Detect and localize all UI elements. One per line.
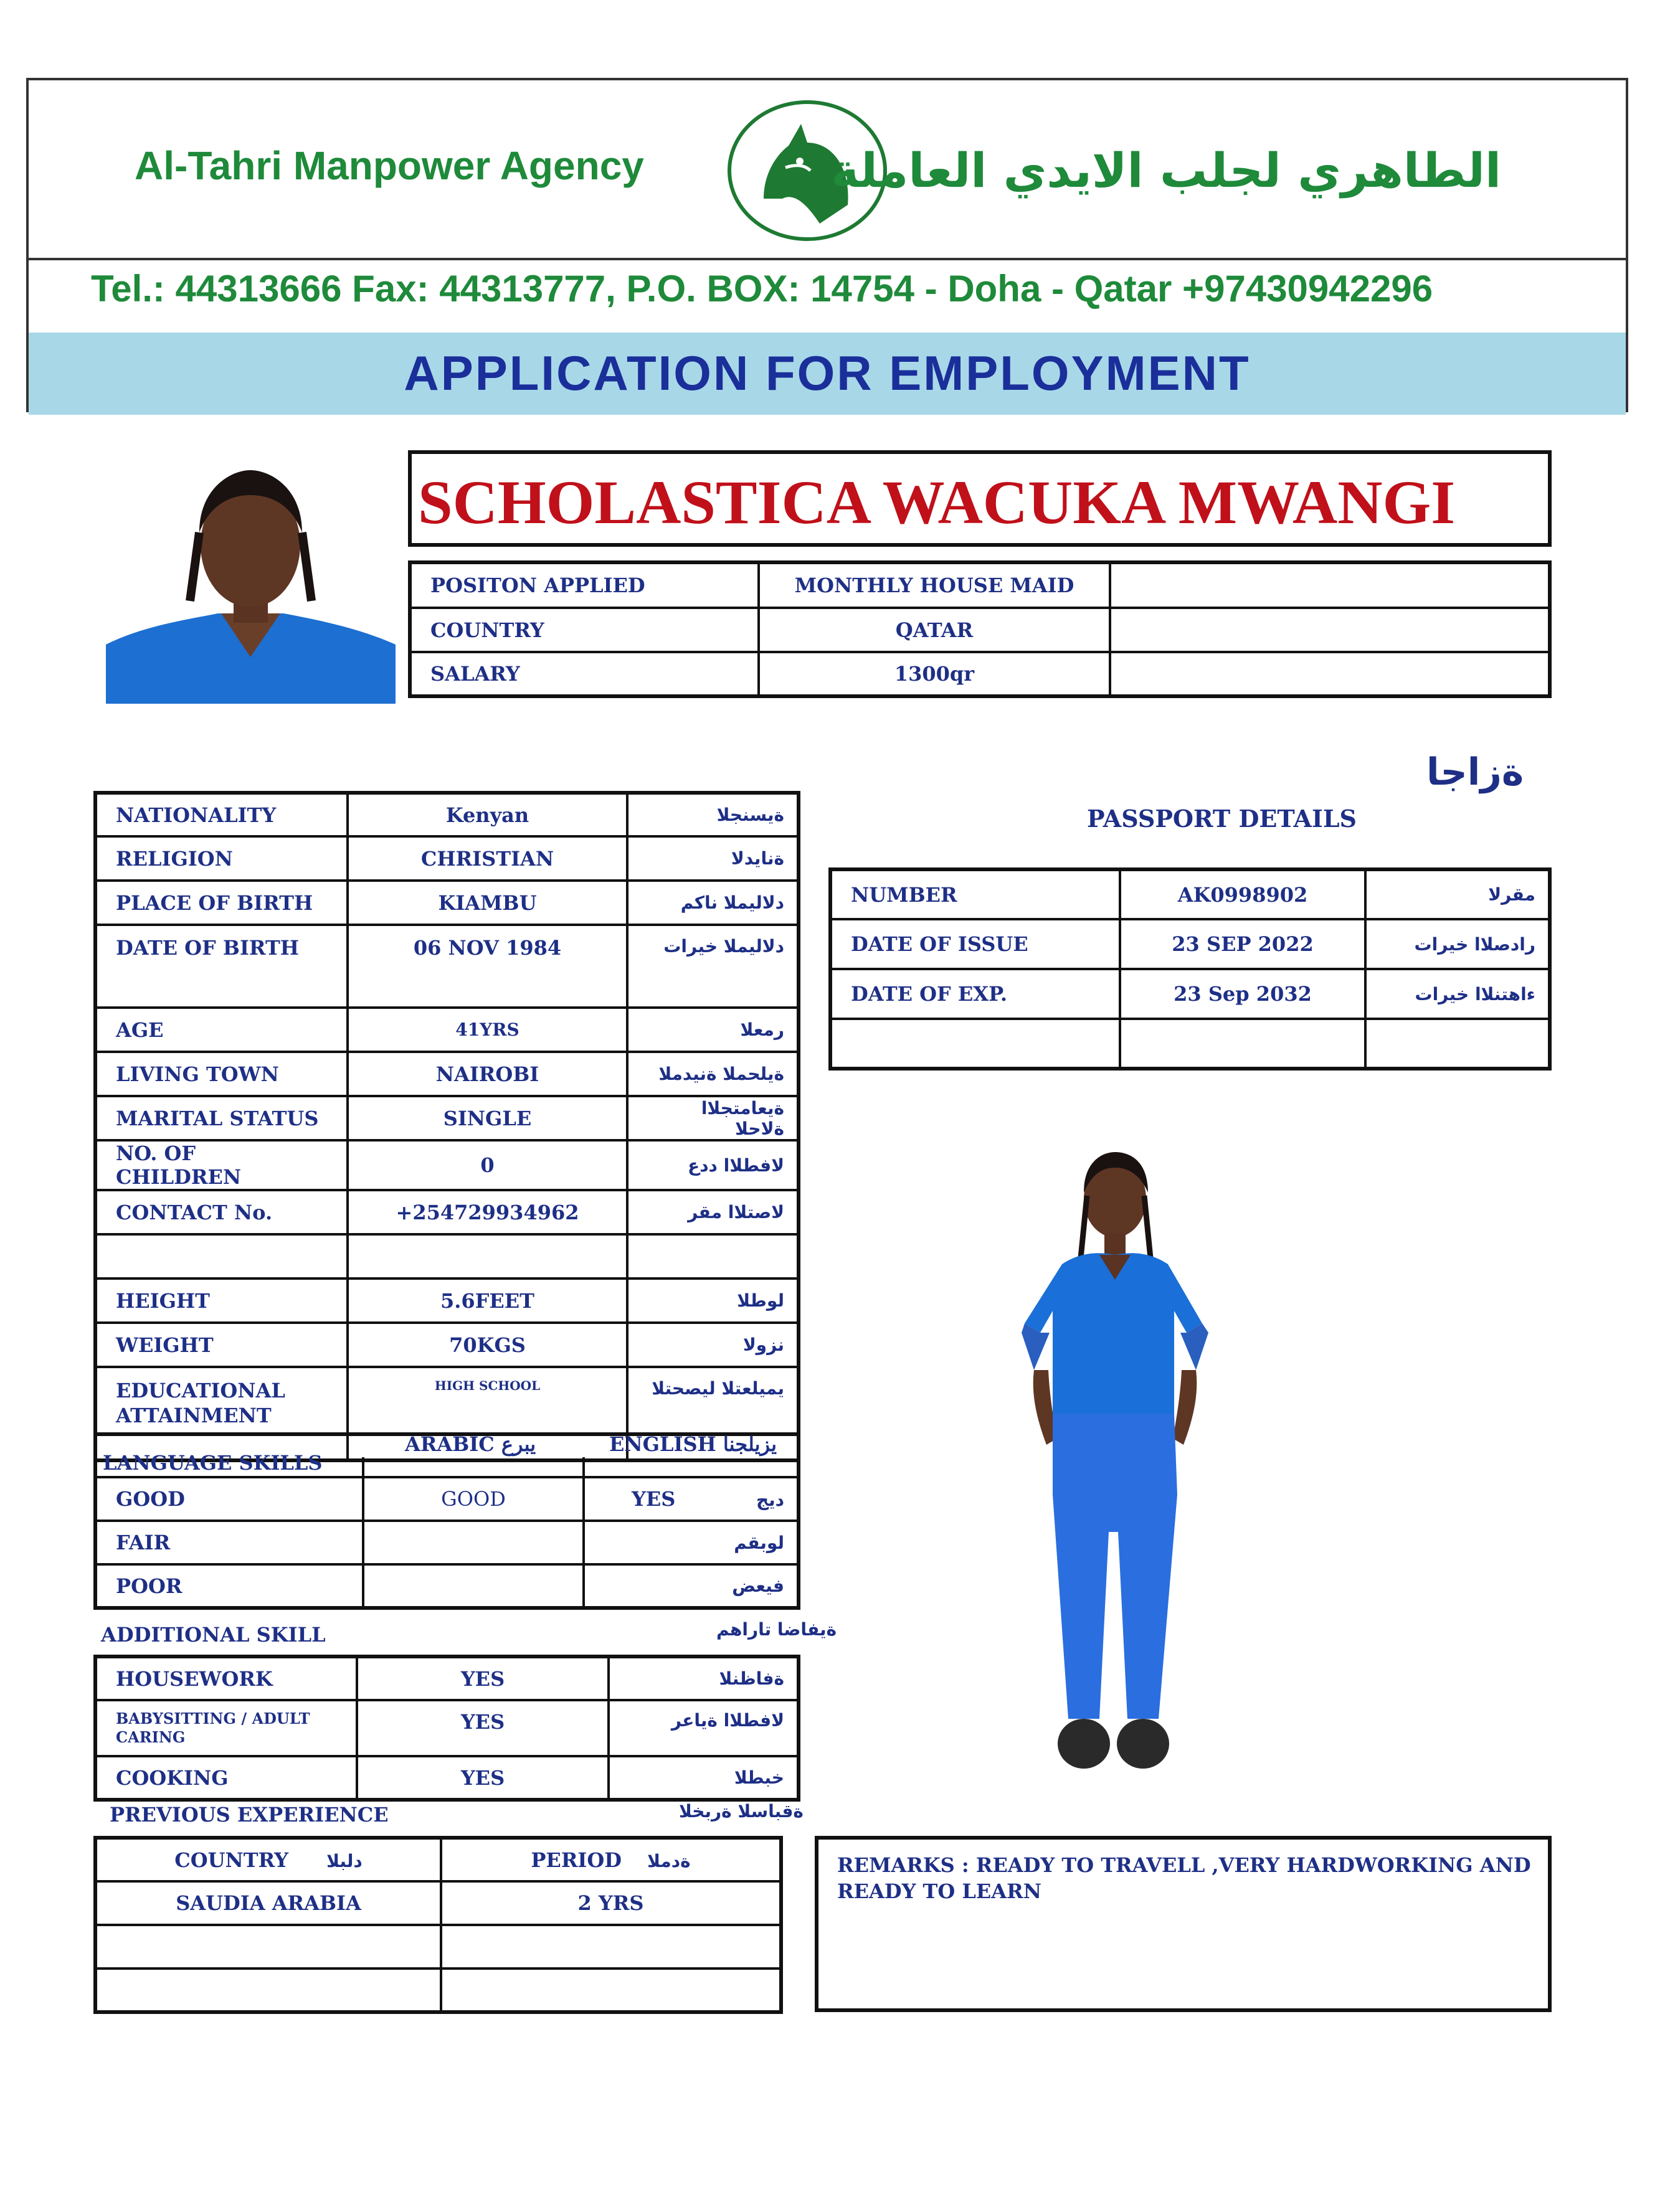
- language-arabic-header: ARABIC يبرع: [405, 1432, 536, 1456]
- table-row: [830, 869, 1550, 919]
- table-row: [95, 1657, 799, 1700]
- table-row: [410, 608, 1550, 652]
- housework-value: YES: [357, 1657, 609, 1700]
- table-row: [95, 1477, 799, 1521]
- empty-cell: [348, 1234, 627, 1279]
- previous-experience-table: [93, 1836, 783, 2014]
- date-of-birth-value: 06 NOV 1984: [348, 925, 627, 1008]
- marital-status-arabic: ةيعامتجلاا ةلاحلا: [627, 1096, 799, 1140]
- personal-details-table: [93, 791, 800, 1462]
- living-town-value: NAIROBI: [348, 1052, 627, 1096]
- language-skills-table: [93, 1457, 800, 1610]
- weight-label: WEIGHT: [95, 1323, 348, 1367]
- application-title-bar: [29, 333, 1626, 415]
- table-row: [410, 562, 1550, 608]
- experience-period-header-label: PERIOD: [531, 1848, 622, 1872]
- religion-value: CHRISTIAN: [348, 836, 627, 881]
- empty-cell: [830, 1019, 1120, 1069]
- experience-period: [441, 1969, 781, 2012]
- education-label: EDUCATIONAL ATTAINMENT: [95, 1367, 348, 1460]
- salary-value: 1300qr: [759, 652, 1110, 696]
- education-value: HIGH SCHOOL: [348, 1367, 627, 1460]
- table-row: [95, 1756, 799, 1800]
- living-town-label: LIVING TOWN: [95, 1052, 348, 1096]
- passport-number-value: AK0998902: [1120, 869, 1365, 919]
- experience-country: [95, 1925, 441, 1969]
- agency-contact-line: Tel.: 44313666 Fax: 44313777, P.O. BOX: 14754 - Doha - Qatar +97430942296: [91, 268, 1433, 310]
- contact-value: +254729934962: [348, 1190, 627, 1234]
- marital-status-value: SINGLE: [348, 1096, 627, 1140]
- language-skills-label: LANGUAGE SKILLS: [103, 1451, 323, 1475]
- passport-details-table: [828, 867, 1552, 1071]
- contact-arabic: لاصتلاا مقر: [627, 1190, 799, 1234]
- language-good-arabic-label: ديج: [756, 1490, 784, 1510]
- cooking-label: COOKING: [95, 1756, 357, 1800]
- language-good-english: YES: [632, 1487, 676, 1511]
- children-arabic: لافطلاا ددع: [627, 1140, 799, 1190]
- table-row: [95, 1881, 781, 1925]
- candidate-name-box: [408, 450, 1552, 547]
- place-of-birth-value: KIAMBU: [348, 881, 627, 925]
- babysitting-label: BABYSITTING / ADULT CARING: [95, 1700, 357, 1756]
- letterhead-contact-row: [29, 258, 1626, 335]
- table-row: [95, 1234, 799, 1279]
- language-poor-arabic: [363, 1564, 584, 1608]
- experience-country: SAUDIA ARABIA: [95, 1881, 441, 1925]
- table-row: [95, 793, 799, 836]
- height-arabic: لوطلا: [627, 1279, 799, 1323]
- additional-skill-arabic-title: ةيفاضا تاراهم: [716, 1619, 837, 1640]
- previous-experience-title: PREVIOUS EXPERIENCE: [110, 1803, 389, 1827]
- cooking-value: YES: [357, 1756, 609, 1800]
- housework-arabic: ةفاظنلا: [609, 1657, 799, 1700]
- experience-period: [441, 1925, 781, 1969]
- date-of-birth-arabic: دلاليملا خيرات: [627, 925, 799, 1008]
- salary-label: SALARY: [410, 652, 759, 696]
- passport-expiry-value: 23 Sep 2032: [1120, 969, 1365, 1019]
- nationality-arabic: ةيسنجلا: [627, 793, 799, 836]
- passport-title: PASSPORT DETAILS: [1087, 805, 1357, 833]
- place-of-birth-label: PLACE OF BIRTH: [95, 881, 348, 925]
- passport-issue-arabic: رادصلاا خيرات: [1365, 919, 1550, 969]
- table-row: [830, 969, 1550, 1019]
- empty-cell: [1120, 1019, 1365, 1069]
- cooking-arabic: خبطلا: [609, 1756, 799, 1800]
- table-row: [95, 1457, 799, 1477]
- passport-expiry-arabic: ءاهتنلاا خيرات: [1365, 969, 1550, 1019]
- table-row: [95, 1323, 799, 1367]
- housework-label: HOUSEWORK: [95, 1657, 357, 1700]
- children-value: 0: [348, 1140, 627, 1190]
- table-row: [95, 1279, 799, 1323]
- agency-letterhead: [26, 78, 1628, 412]
- weight-value: 70KGS: [348, 1323, 627, 1367]
- language-fair-arabic-label: لوبقم: [584, 1521, 799, 1564]
- place-of-birth-arabic: دلاليملا ناكم: [627, 881, 799, 925]
- agency-name-english: Al-Tahri Manpower Agency: [135, 143, 644, 188]
- table-row: [95, 1925, 781, 1969]
- table-row: [830, 1019, 1550, 1069]
- salary-extra-cell: [1110, 652, 1550, 696]
- empty-cell: [584, 1457, 799, 1477]
- headshot-photo: [106, 458, 396, 704]
- additional-skills-table: [93, 1655, 800, 1802]
- experience-country-header-label: COUNTRY: [174, 1848, 289, 1872]
- empty-cell: [627, 1234, 799, 1279]
- country-label: COUNTRY: [410, 608, 759, 652]
- passport-arabic-title: ةزاجا: [1426, 750, 1524, 794]
- table-row: [95, 836, 799, 881]
- empty-cell: [95, 1457, 363, 1477]
- table-row: [830, 919, 1550, 969]
- country-extra-cell: [1110, 608, 1550, 652]
- nationality-label: NATIONALITY: [95, 793, 348, 836]
- empty-cell: [95, 1234, 348, 1279]
- babysitting-value: YES: [357, 1700, 609, 1756]
- table-row: [95, 1052, 799, 1096]
- language-good-label: GOOD: [95, 1477, 363, 1521]
- remarks-box: [815, 1836, 1552, 2012]
- date-of-birth-label: DATE OF BIRTH: [95, 925, 348, 1008]
- experience-country-header: [95, 1838, 441, 1881]
- table-row: [95, 1969, 781, 2012]
- nationality-value: Kenyan: [348, 793, 627, 836]
- table-row: [95, 925, 799, 1008]
- experience-period: 2 YRS: [441, 1881, 781, 1925]
- passport-issue-label: DATE OF ISSUE: [830, 919, 1120, 969]
- height-value: 5.6FEET: [348, 1279, 627, 1323]
- table-row: [95, 1564, 799, 1608]
- experience-country-header-arabic: دلبلا: [326, 1850, 363, 1871]
- table-row: [95, 1521, 799, 1564]
- living-town-arabic: ةيلحملا ةنيدملا: [627, 1052, 799, 1096]
- agency-name-arabic: الطاهري لجلب الايدي العاملة: [831, 143, 1501, 198]
- babysitting-arabic: لافطلاا ةياعر: [609, 1700, 799, 1756]
- position-table: [408, 560, 1552, 698]
- experience-period-header-arabic: ةدملا: [647, 1850, 691, 1871]
- language-good-english-cell: [584, 1477, 799, 1521]
- table-row: [95, 1140, 799, 1190]
- age-value: 41YRS: [348, 1008, 627, 1052]
- table-row: [95, 1700, 799, 1756]
- passport-number-arabic: مقرلا: [1365, 869, 1550, 919]
- table-row: [95, 1190, 799, 1234]
- table-row: [95, 881, 799, 925]
- position-value: MONTHLY HOUSE MAID: [759, 562, 1110, 608]
- language-poor-label: POOR: [95, 1564, 363, 1608]
- language-english-header: ENGLISH يزيلجنا: [609, 1432, 777, 1456]
- age-label: AGE: [95, 1008, 348, 1052]
- language-fair-arabic: [363, 1521, 584, 1564]
- passport-number-label: NUMBER: [830, 869, 1120, 919]
- full-body-photo: [987, 1146, 1261, 1787]
- marital-status-label: MARITAL STATUS: [95, 1096, 348, 1140]
- age-arabic: رمعلا: [627, 1008, 799, 1052]
- table-row: [95, 1838, 781, 1881]
- language-fair-label: FAIR: [95, 1521, 363, 1564]
- passport-issue-value: 23 SEP 2022: [1120, 919, 1365, 969]
- language-poor-arabic-label: فيعض: [584, 1564, 799, 1608]
- position-extra-cell: [1110, 562, 1550, 608]
- children-label: NO. OF CHILDREN: [95, 1140, 348, 1190]
- candidate-name: SCHOLASTICA WACUKA MWANGI: [418, 468, 1456, 537]
- previous-experience-arabic-title: ةقباسلا ةربخلا: [679, 1801, 804, 1822]
- experience-country: [95, 1969, 441, 2012]
- position-label: POSITON APPLIED: [410, 562, 759, 608]
- education-arabic: يميلعتلا ليصحتلا: [627, 1367, 799, 1460]
- remarks-text: REMARKS : READY TO TRAVELL ,VERY HARDWORKING AND READY TO LEARN: [837, 1853, 1531, 1903]
- table-row: [410, 652, 1550, 696]
- table-row: [95, 1096, 799, 1140]
- contact-label: CONTACT No.: [95, 1190, 348, 1234]
- application-title: APPLICATION FOR EMPLOYMENT: [404, 346, 1251, 400]
- height-label: HEIGHT: [95, 1279, 348, 1323]
- letterhead-top-row: [29, 80, 1626, 260]
- country-value: QATAR: [759, 608, 1110, 652]
- religion-label: RELIGION: [95, 836, 348, 881]
- empty-cell: [1365, 1019, 1550, 1069]
- language-good-arabic: GOOD: [363, 1477, 584, 1521]
- passport-expiry-label: DATE OF EXP.: [830, 969, 1120, 1019]
- empty-cell: [363, 1457, 584, 1477]
- table-row: [95, 1008, 799, 1052]
- experience-period-header: [441, 1838, 781, 1881]
- additional-skill-title: ADDITIONAL SKILL: [101, 1623, 326, 1647]
- weight-arabic: نزولا: [627, 1323, 799, 1367]
- religion-arabic: ةنايدلا: [627, 836, 799, 881]
